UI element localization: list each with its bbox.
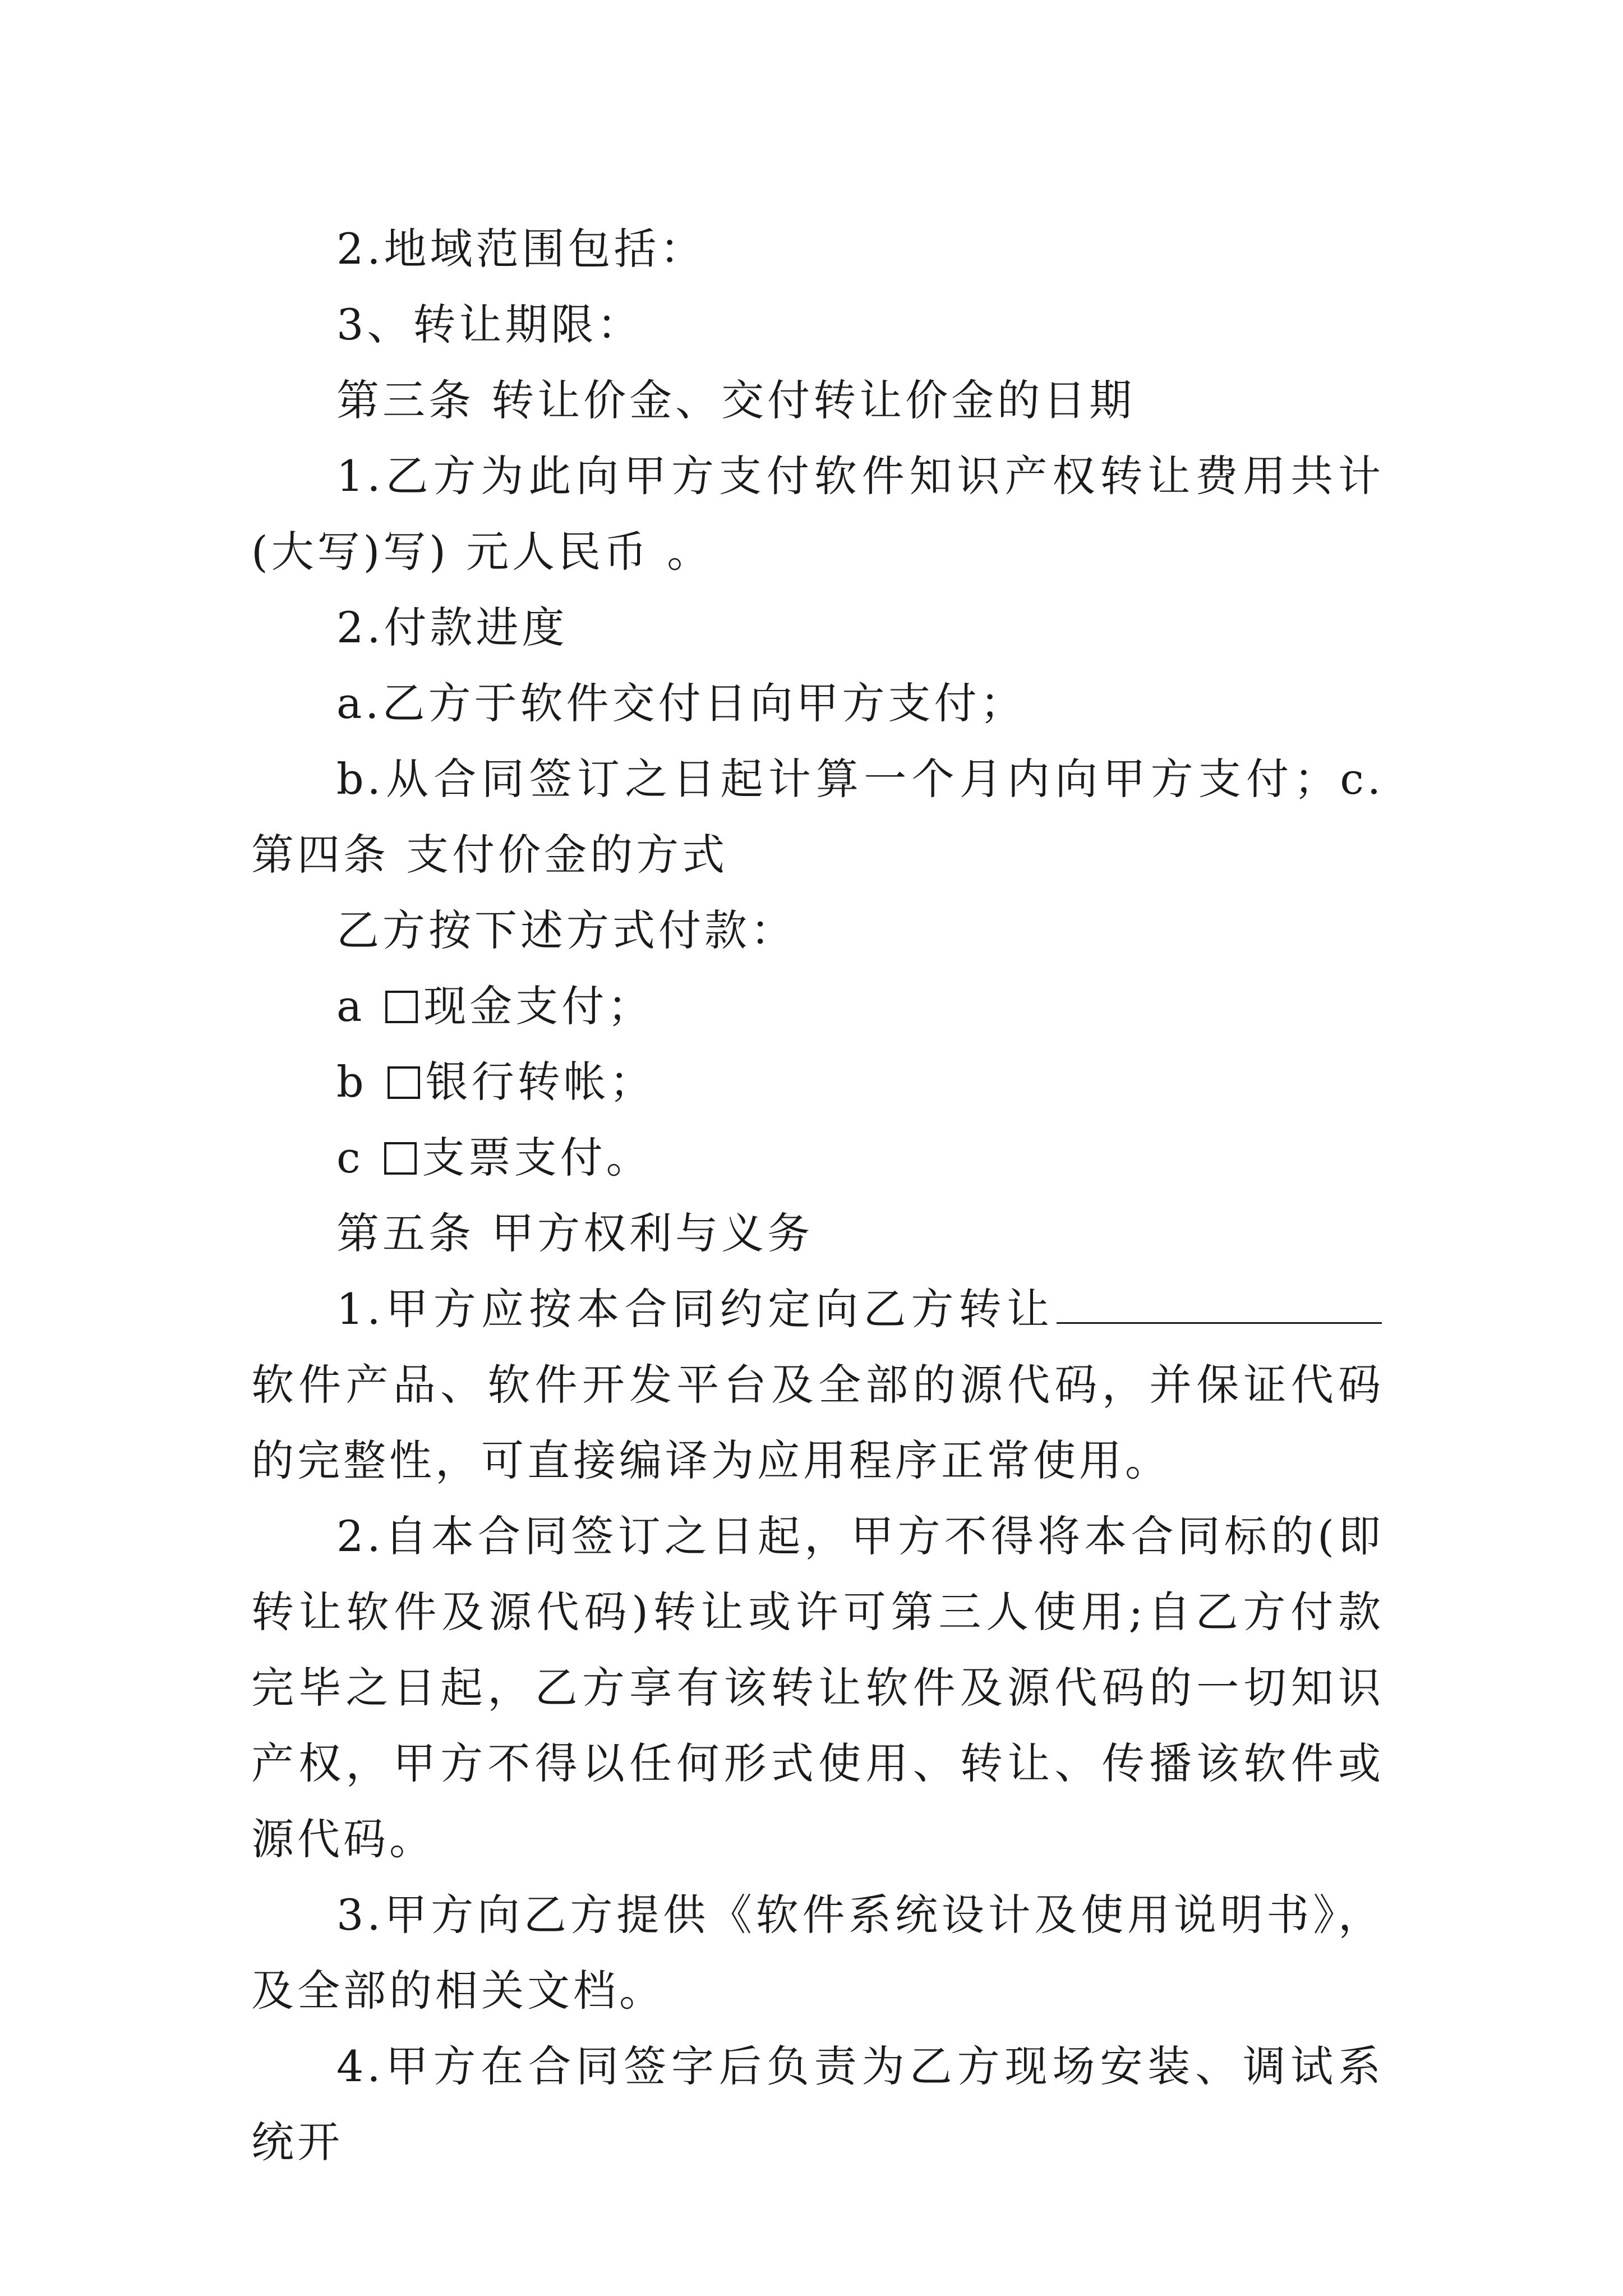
transfer-term-line: 3、转让期限： xyxy=(336,300,643,349)
option-a-text: 现金支付； xyxy=(423,981,654,1031)
article3-title: 第三条 转让价金、交付转让价金的日期 xyxy=(336,375,1136,425)
scope-region-line: 2.地域范围包括： xyxy=(336,224,706,274)
checkbox-icon xyxy=(385,991,418,1023)
article3-item1: 1.乙方为此向甲方支付软件知识产权转让费用共计(大写)写) 元人民币 。 xyxy=(251,451,1384,577)
article4-intro: 乙方按下述方式付款： xyxy=(336,905,796,955)
article5-item1 xyxy=(251,1271,1384,1498)
fill-in-blank xyxy=(1057,1283,1382,1324)
checkbox-icon xyxy=(388,1066,420,1099)
article3-item2a: a.乙方于软件交付日向甲方支付； xyxy=(336,678,1026,728)
article5-item1-before: 1.甲方应按本合同约定向乙方转让 xyxy=(336,1284,1054,1334)
article5-item3: 3.甲方向乙方提供《软件系统设计及使用说明书》，及全部的相关文档。 xyxy=(251,1890,1384,2016)
payment-option-a xyxy=(251,968,1384,1044)
article5-item2: 2.自本合同签订之日起，甲方不得将本合同标的(即转让软件及源代码)转让或许可第三人使用;自乙方付款完毕之日起，乙方享有该转让软件及源代码的一切知识产权，甲方不得以任何形式使用、转让、传播该软件或源代码。 xyxy=(251,1511,1384,1864)
article3-item2b: b.从合同签订之日起计算一个月内向甲方支付；c. 第四条 支付价金的方式 xyxy=(251,754,1384,880)
article5-title: 第五条 甲方权利与义务 xyxy=(336,1208,814,1258)
payment-option-b xyxy=(251,1044,1384,1120)
article5-item1-after: 软件产品、软件开发平台及全部的源代码，并保证代码的完整性，可直接编译为应用程序正常使用。 xyxy=(251,1360,1384,1485)
article5-item4: 4.甲方在合同签字后负责为乙方现场安装、调试系统开 xyxy=(251,2041,1384,2167)
option-a-letter: a xyxy=(336,981,366,1031)
article3-item2: 2.付款进度 xyxy=(336,602,568,652)
document-body xyxy=(251,211,1384,2180)
checkbox-icon xyxy=(384,1142,417,1175)
option-c-text: 支票支付。 xyxy=(422,1133,652,1182)
payment-option-c xyxy=(251,1120,1384,1195)
option-b-text: 银行转帐； xyxy=(425,1057,656,1107)
option-c-letter: c xyxy=(336,1133,364,1182)
option-b-letter: b xyxy=(336,1057,367,1107)
